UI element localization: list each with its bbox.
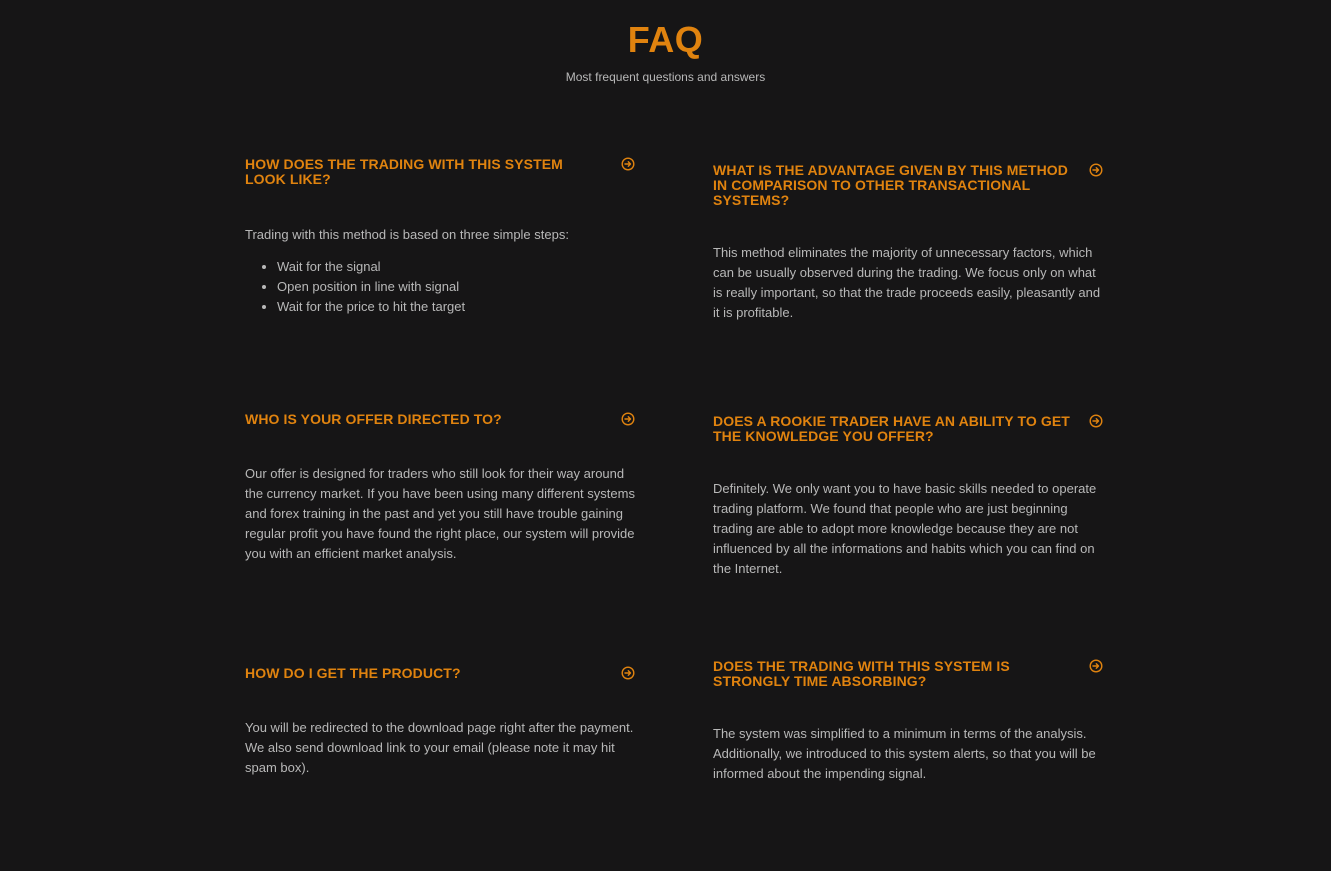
- circle-arrow-right-icon[interactable]: [621, 666, 635, 680]
- faq-question[interactable]: HOW DOES THE TRADING WITH THIS SYSTEM LOOK LIKE?: [245, 156, 563, 187]
- faq-question[interactable]: DOES A ROOKIE TRADER HAVE AN ABILITY TO GET THE KNOWLEDGE YOU OFFER?: [713, 413, 1070, 444]
- page-subtitle: Most frequent questions and answers: [565, 70, 766, 84]
- faq-answer: [713, 243, 1103, 323]
- list-item: • Wait for the price to hit the target: [277, 297, 635, 317]
- faq-item: [713, 163, 1103, 323]
- steps-list: [245, 257, 635, 317]
- faq-answer-text: Trading with this method is based on three simple steps:: [245, 227, 569, 242]
- circle-arrow-right-icon[interactable]: [621, 157, 635, 171]
- circle-arrow-right-icon[interactable]: [1089, 659, 1103, 673]
- circle-arrow-right-icon[interactable]: [1089, 163, 1103, 177]
- list-item: • Open position in line with signal: [277, 277, 635, 297]
- faq-question-toggle[interactable]: [245, 412, 635, 427]
- page-title: FAQ: [627, 19, 704, 60]
- circle-arrow-right-icon[interactable]: [1089, 414, 1103, 428]
- faq-answer: [245, 225, 635, 317]
- faq-question-toggle[interactable]: [245, 157, 635, 187]
- faq-answer: [713, 724, 1103, 784]
- faq-answer: [245, 464, 635, 564]
- faq-item: [245, 412, 635, 564]
- faq-answer-text: This method eliminates the majority of unnecessary factors, which can be usually observed during the trading. We focus only on what is really important, so that the trade proceeds easily, pleasantly and it is profitable.: [713, 245, 1101, 320]
- faq-question[interactable]: DOES THE TRADING WITH THIS SYSTEM IS STRONGLY TIME ABSORBING?: [713, 658, 1010, 689]
- list-item: • Wait for the signal: [277, 257, 635, 277]
- faq-question-toggle[interactable]: [713, 163, 1103, 208]
- faq-question[interactable]: WHAT IS THE ADVANTAGE GIVEN BY THIS METHOD IN COMPARISON TO OTHER TRANSACTIONAL SYSTEMS?: [713, 162, 1068, 208]
- faq-answer-text: The system was simplified to a minimum in terms of the analysis. Additionally, we introduced to this system alerts, so that you will be informed about the impending signal.: [713, 726, 1096, 781]
- faq-question[interactable]: WHO IS YOUR OFFER DIRECTED TO?: [245, 411, 502, 427]
- faq-item: [245, 157, 635, 317]
- faq-answer: [713, 479, 1103, 579]
- faq-item: [713, 414, 1103, 579]
- circle-arrow-right-icon[interactable]: [621, 412, 635, 426]
- faq-item: [245, 666, 635, 778]
- faq-answer: [245, 718, 635, 778]
- faq-question-toggle[interactable]: [713, 659, 1103, 689]
- faq-item: [713, 659, 1103, 784]
- faq-question-toggle[interactable]: [245, 666, 635, 681]
- faq-answer-text: You will be redirected to the download page right after the payment. We also send download link to your email (please note it may hit spam box).: [245, 720, 634, 775]
- faq-answer-text: Definitely. We only want you to have basic skills needed to operate trading platform. We found that people who are just beginning trading are able to adopt more knowledge because they are not influenced by all the informations and habits which you can find on the Internet.: [713, 481, 1097, 576]
- faq-question[interactable]: HOW DO I GET THE PRODUCT?: [245, 665, 461, 681]
- faq-question-toggle[interactable]: [713, 414, 1103, 444]
- faq-answer-text: Our offer is designed for traders who still look for their way around the currency market. If you have been using many different systems and forex training in the past and yet you still have trouble gaining regular profit you have found the right place, our system will provide you with an efficient market analysis.: [245, 466, 635, 561]
- faq-header: [0, 18, 1331, 85]
